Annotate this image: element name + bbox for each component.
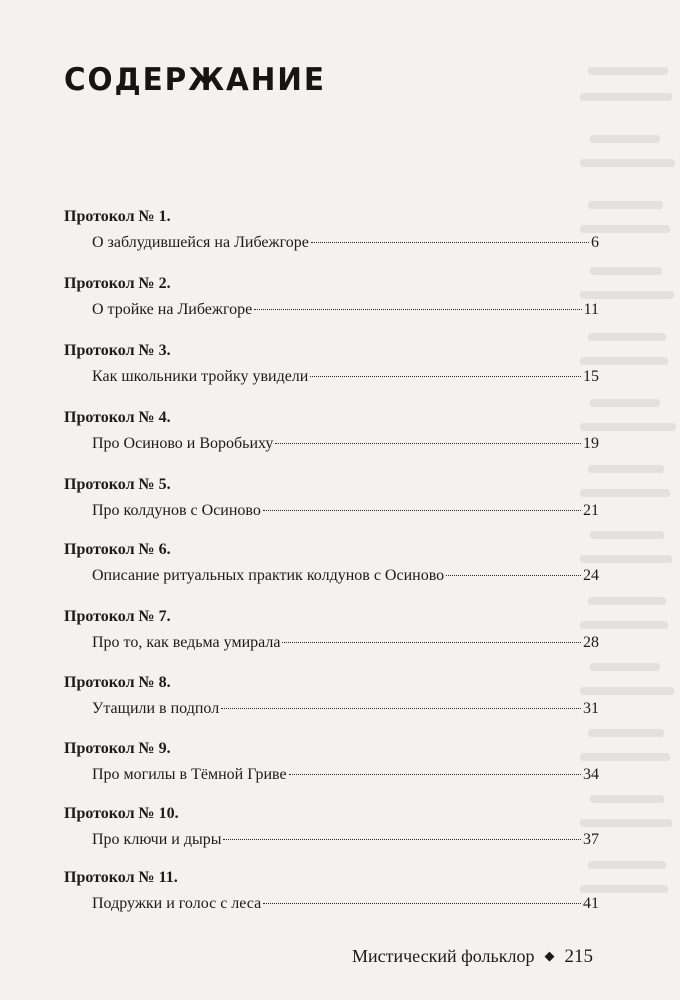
dot-leader: [223, 839, 581, 840]
toc-entry-line: [92, 435, 599, 453]
toc-entry-title: Протокол № 7.: [64, 608, 171, 625]
running-title: Мистический фольклор: [352, 946, 535, 966]
toc-entry-text: О тройке на Либежгоре: [92, 301, 253, 318]
toc-entry-page: 28: [583, 634, 599, 651]
toc-entry-title: Протокол № 4.: [64, 409, 171, 426]
toc-entry-title: Протокол № 3.: [64, 342, 171, 359]
toc-entry-page: 21: [583, 502, 599, 519]
toc-entry-line: [92, 301, 599, 319]
toc-entry-title: Протокол № 8.: [64, 674, 171, 691]
toc-entry-text: Про могилы в Тёмной Гриве: [92, 766, 287, 783]
toc-entry-line: [92, 895, 599, 913]
toc-entry-line: [92, 700, 599, 718]
toc-entry-text: Утащили в подпол: [92, 700, 220, 717]
toc-entry-text: Про ключи и дыры: [92, 831, 222, 848]
dot-leader: [310, 376, 581, 377]
toc-entry-text: Про то, как ведьма умирала: [92, 634, 281, 651]
toc-entry-title: Протокол № 9.: [64, 740, 171, 757]
toc-entry-title: Протокол № 2.: [64, 275, 171, 292]
toc-entry-title: Протокол № 5.: [64, 476, 171, 493]
toc-entry-text: Подружки и голос с леса: [92, 895, 262, 912]
toc-entry-title: Протокол № 10.: [64, 805, 179, 822]
dot-leader: [275, 443, 581, 444]
toc-entry-page: 34: [583, 766, 599, 783]
dot-leader: [263, 903, 581, 904]
toc-entry-title: Протокол № 6.: [64, 541, 171, 558]
toc-entry-text: О заблудившейся на Либежгоре: [92, 234, 309, 251]
dot-leader: [282, 642, 581, 643]
toc-entry-title: Протокол № 11.: [64, 869, 178, 886]
toc-entry-line: [92, 368, 599, 386]
toc-entry-page: 11: [583, 301, 599, 318]
dot-leader: [289, 774, 581, 775]
toc-entry-text: Про колдунов с Осиново: [92, 502, 261, 519]
toc-entry-line: [92, 831, 599, 849]
toc-entry-text: Про Осиново и Воробьиху: [92, 435, 274, 452]
toc-entry-page: 24: [583, 567, 599, 584]
toc-entry-page: 15: [583, 368, 599, 385]
toc-entry-title: Протокол № 1.: [64, 208, 171, 225]
page-title: СОДЕРЖАНИЕ: [64, 62, 326, 98]
page-footer: [352, 946, 593, 968]
dot-leader: [221, 708, 581, 709]
toc-entry-line: [92, 234, 599, 252]
toc-entry-page: 6: [591, 234, 599, 251]
toc-entry-text: Как школьники тройку увидели: [92, 368, 309, 385]
diamond-icon: ◆: [544, 948, 555, 963]
dot-leader: [311, 242, 589, 243]
page-number: 215: [564, 946, 593, 967]
toc-entry-text: Описание ритуальных практик колдунов с Осиново: [92, 567, 445, 584]
dot-leader: [254, 309, 581, 310]
toc-entry-line: [92, 634, 599, 652]
toc-entry-page: 31: [583, 700, 599, 717]
toc-entry-page: 19: [583, 435, 599, 452]
toc-entry-line: [92, 567, 599, 585]
toc-entry-page: 37: [583, 831, 599, 848]
dot-leader: [263, 510, 581, 511]
dot-leader: [446, 575, 581, 576]
toc-entry-line: [92, 502, 599, 520]
toc-entry-line: [92, 766, 599, 784]
toc-entry-page: 41: [583, 895, 599, 912]
